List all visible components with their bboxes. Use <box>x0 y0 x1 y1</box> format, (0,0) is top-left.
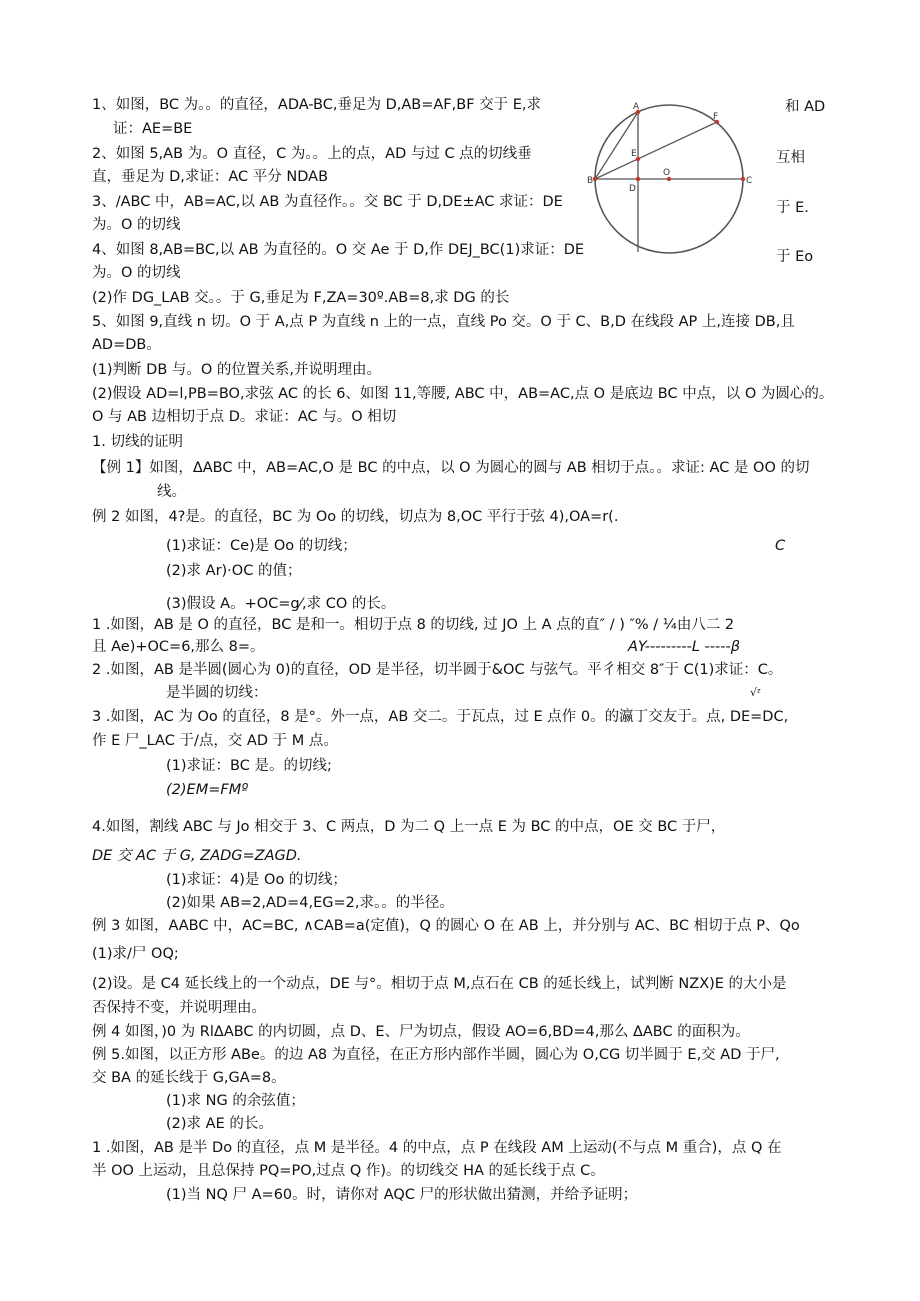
exercise4-line2: DE 交 AC 于 G, ZADG=ZAGD. <box>92 848 302 864</box>
exercise5-line1: 1 .如图，AB 是半 Do 的直径，点 M 是半径。4 的中点，点 P 在线段 AM 上运动(不与点 M 重合)，点 Q 在 <box>92 1140 782 1156</box>
exercise4-part1: (1)求证：4)是 Oo 的切线； <box>166 872 347 888</box>
right-note-1: 和 AD <box>785 99 826 115</box>
right-note-4: 于 Eo <box>776 249 814 265</box>
example5-part2: (2)求 AE 的长。 <box>166 1116 273 1132</box>
example3-part2-line1: (2)设。是 C4 延长线上的一个动点，DE 与°。相切于点 M,点石在 CB 的延长线上，试判断 NZX)E 的大小是 <box>92 976 787 992</box>
circle-figure <box>585 100 760 270</box>
problem5-part1: (1)判断 DB 与。O 的位置关系,并说明理由。 <box>92 362 382 378</box>
problem5-part2: (2)假设 AD=l,PB=BO,求弦 AC 的长 6、如图 11,等腰, ABC 中，AB=AC,点 O 是底边 BC 中点，以 O 为圆心的。 <box>92 386 834 402</box>
right-note-7: √ᶻ <box>750 686 762 699</box>
exercise4-part2: (2)如果 AB=2,AD=4,EG=2,求。。的半径。 <box>166 895 454 911</box>
right-note-3: 于 E. <box>776 200 809 216</box>
example5-line1: 例 5.如图，以正方形 ABe。的边 A8 为直径，在正方形内部作半圆，圆心为 O,CG 切半圆于 E,交 AD 于尸, <box>92 1047 780 1063</box>
problem3-line1: 3、/ABC 中，AB=AC,以 AB 为直径作。。交 BC 于 D,DE±AC 求证：DE <box>92 194 563 210</box>
label-e: E <box>631 149 637 159</box>
example5-line2: 交 BA 的延长线于 G,GA=8。 <box>92 1070 286 1086</box>
problem4-line2: 为。O 的切线 <box>92 265 181 281</box>
point-b <box>593 177 597 181</box>
problem1-line1: 1、如图，BC 为。。的直径，ADA-BC,垂足为 D,AB=AF,BF 交于 E,求 <box>92 97 542 113</box>
problem4-line1: 4、如图 8,AB=BC,以 AB 为直径的。O 交 Ae 于 D,作 DEJ_BC(1)求证：DE <box>92 242 585 258</box>
example2-line1: 例 2 如图，4?是。的直径，BC 为 Oo 的切线，切点为 8,OC 平行于弦 4),OA=r(. <box>92 509 619 525</box>
point-d <box>636 177 640 181</box>
exercise3-part1: (1)求证：BC 是。的切线; <box>166 758 332 774</box>
example3-part1: (1)求/尸 OQ; <box>92 946 179 962</box>
exercise5-line2: 半 OO 上运动，且总保持 PQ=PO,过点 Q 作)。的切线交 HA 的延长线于点 C。 <box>92 1163 605 1179</box>
problem3-line2: 为。O 的切线 <box>92 217 181 233</box>
label-f: F <box>713 112 719 122</box>
problem2-line1: 2、如图 5,AB 为。O 直径，C 为。。上的点，AD 与过 C 点的切线垂 <box>92 146 532 162</box>
example1-line2: 线。 <box>157 484 186 500</box>
example2-part1: (1)求证：Ce)是 Oo 的切线； <box>166 538 357 554</box>
exercise2-line2: 是半圆的切线： <box>166 685 268 701</box>
example4-line1: 例 4 如图，)0 为 RlΔABC 的内切圆，点 D、E、尸为切点，假设 AO=6,BD=4,那么 ΔABC 的面积为。 <box>92 1024 750 1040</box>
right-note-2: 互相 <box>776 150 805 166</box>
example5-part1: (1)求 NG 的余弦值； <box>166 1093 305 1109</box>
problem5-line2: AD=DB。 <box>92 337 161 353</box>
problem1-line2: 证：AE=BE <box>113 121 193 137</box>
problem4-part2: (2)作 DG_LAB 交。。于 G,垂足为 F,ZA=30º.AB=8,求 DG 的长 <box>92 290 510 306</box>
example3-line1: 例 3 如图，AABC 中，AC=BC, ∧CAB=a(定值)，Q 的圆心 O 在 AB 上，并分别与 AC、BC 相切于点 P、Qo <box>92 918 800 934</box>
right-note-5: C <box>775 538 786 554</box>
problem2-line2: 直，垂足为 D,求证：AC 平分 NDAB <box>92 169 329 185</box>
example2-part2: (2)求 Ar)·OC 的值； <box>166 563 302 579</box>
right-note-6: AY---------L -----β <box>628 639 740 655</box>
exercise3-line2: 作 E 尸_LAC 于/点，交 AD 于 M 点。 <box>92 733 338 749</box>
exercise4-line1: 4.如图，割线 ABC 与 Jo 相交于 3、C 两点，D 为二 Q 上一点 E 为 BC 的中点，OE 交 BC 于尸， <box>92 819 726 835</box>
label-c: C <box>746 176 753 186</box>
example3-part2-line2: 否保持不变，并说明理由。 <box>92 1000 266 1016</box>
exercise1-line2: 且 Ae)+OC=6,那么 8=。 <box>92 639 265 655</box>
label-a: A <box>633 102 640 112</box>
problem6-line2: O 与 AB 边相切于点 D。求证：AC 与。O 相切 <box>92 409 397 425</box>
section-heading: 1. 切线的证明 <box>92 434 183 450</box>
exercise3-part2: (2)EM=FMº <box>166 782 249 798</box>
exercise3-line1: 3 .如图，AC 为 Oo 的直径，8 是°。外一点，AB 交二。于瓦点，过 E 点作 0。的瀛丁交友于。点, DE=DC, <box>92 709 789 725</box>
exercise5-part1: (1)当 NQ 尸 A=60。时，请你对 AQC 尸的形状做出猜测，并给予证明； <box>166 1187 638 1203</box>
label-o: O <box>663 168 671 178</box>
exercise2-line1: 2 .如图，AB 是半圆(圆心为 0)的直径，OD 是半径，切半圆于&OC 与弦气。平彳相交 8″于 C(1)求证：C。 <box>92 662 783 678</box>
problem5-line1: 5、如图 9,直线 n 切。O 于 A,点 P 为直线 n 上的一点，直线 Po 交。O 于 C、B,D 在线段 AP 上,连接 DB,且 <box>92 314 795 330</box>
example2-part3: (3)假设 A。+OC=g⁄,求 CO 的长。 <box>166 596 396 612</box>
example1-line1: 【例 1】如图，ΔABC 中，AB=AC,O 是 BC 的中点，以 O 为圆心的圆与 AB 相切于点。。求证: AC 是 OO 的切 <box>92 460 810 476</box>
label-d: D <box>629 184 636 194</box>
label-b: B <box>587 176 594 186</box>
point-c <box>741 177 745 181</box>
exercise1-line1: 1 .如图，AB 是 O 的直径，BC 是和一。相切于点 8 的切线, 过 JO 上 A 点的直″ / ) ″% / ¼由八二 2 <box>92 617 735 633</box>
